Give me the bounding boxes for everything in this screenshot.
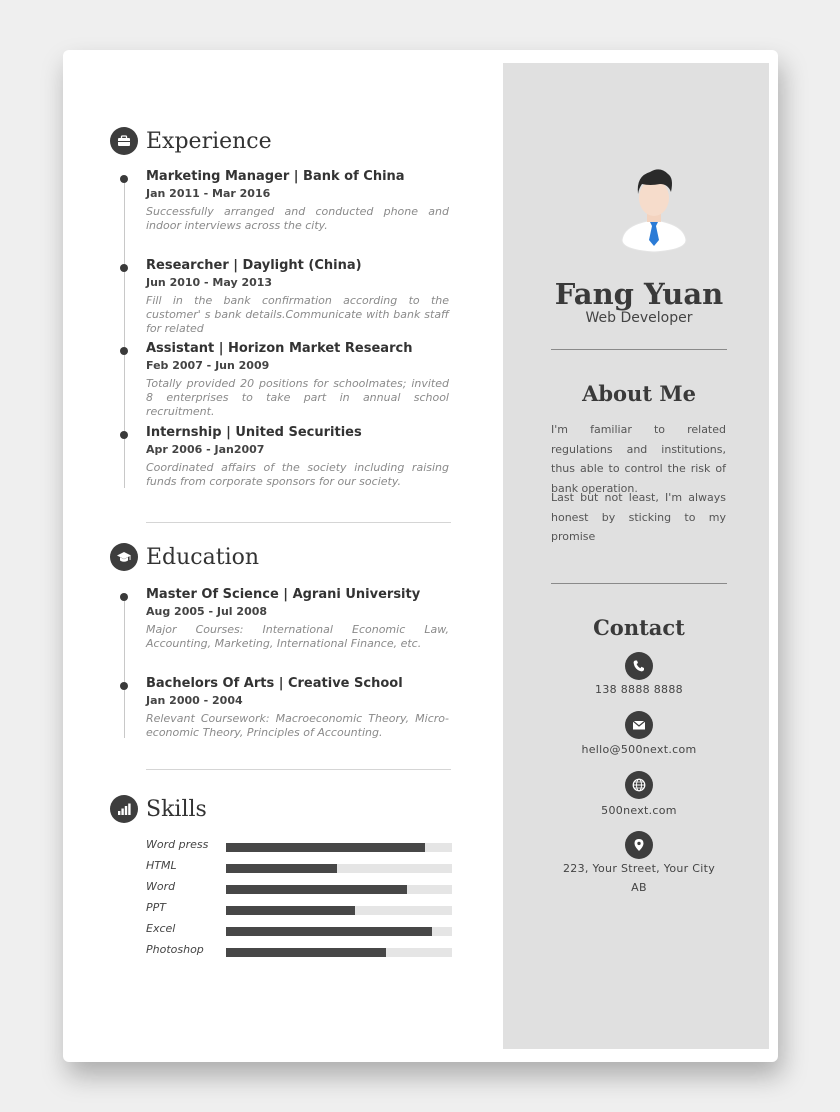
skill-bar-track [226,948,452,957]
skill-bar-fill [226,843,425,852]
contact-email: hello@500next.com [581,743,697,756]
skill-label: Excel [146,922,176,935]
skill-bar-track [226,906,452,915]
briefcase-icon [110,127,138,155]
section-divider [146,522,451,523]
about-heading: About Me [582,381,696,406]
sidebar-divider [551,349,727,350]
education-date: Aug 2005 - Jul 2008 [146,605,268,618]
skill-bar-track [226,843,452,852]
experience-job-title: Researcher | Daylight (China) [146,258,362,273]
globe-icon [625,771,653,799]
experience-job-title: Assistant | Horizon Market Research [146,341,413,356]
skill-bar-track [226,885,452,894]
contact-heading: Contact [593,615,685,640]
experience-description: Coordinated affairs of the society including raising funds from corporate sponsors for our society. [146,461,449,488]
contact-address-line1: 223, Your Street, Your City [562,862,716,875]
experience-description: Totally provided 20 positions for schoolmates; invited 8 enterprises to take part in annual school recruitment. [146,377,449,418]
education-description: Relevant Coursework: Macroeconomic Theory, Micro-economic Theory, Principles of Accounting. [146,712,449,739]
timeline-dot [120,175,128,183]
mail-icon [625,711,653,739]
timeline-dot [120,347,128,355]
timeline-dot [120,431,128,439]
about-paragraph: I'm familiar to related regulations and institutions, thus able to control the risk of bank operation. [551,423,726,495]
section-divider [146,769,451,770]
skill-bar-fill [226,864,337,873]
experience-date: Feb 2007 - Jun 2009 [146,359,270,372]
experience-date: Jan 2011 - Mar 2016 [146,187,271,200]
education-description: Major Courses: International Economic Law, Accounting, Marketing, International Finance, etc. [146,623,449,650]
about-paragraph: Last but not least, I'm always honest by sticking to my promise [551,491,726,543]
skill-label: Word [146,880,176,893]
experience-timeline [124,178,125,488]
skill-bar-track [226,927,452,936]
timeline-dot [120,682,128,690]
education-timeline [124,596,125,738]
skill-bar-fill [226,885,407,894]
profile-role: Web Developer [585,310,693,326]
timeline-dot [120,593,128,601]
education-degree: Master Of Science | Agrani University [146,587,421,602]
education-date: Jan 2000 - 2004 [146,694,243,707]
education-heading: Education [146,545,260,570]
contact-phone: 138 8888 8888 [595,683,683,696]
sidebar-divider [551,583,727,584]
skill-bar-fill [226,927,432,936]
skill-label: PPT [146,901,166,914]
experience-job-title: Marketing Manager | Bank of China [146,169,405,184]
experience-description: Successfully arranged and conducted phone and indoor interviews across the city. [146,205,449,232]
skill-bar-track [226,864,452,873]
phone-icon [625,652,653,680]
skill-label: HTML [146,859,177,872]
education-degree: Bachelors Of Arts | Creative School [146,676,403,691]
contact-website: 500next.com [601,804,677,817]
experience-date: Jun 2010 - May 2013 [146,276,273,289]
experience-date: Apr 2006 - Jan2007 [146,443,265,456]
experience-description: Fill in the bank confirmation according to the customer' s bank details.Communicate with bank staff for related [146,294,449,335]
contact-address-line2: AB [631,881,647,894]
experience-job-title: Internship | United Securities [146,425,362,440]
bar-chart-icon [110,795,138,823]
profile-name: Fang Yuan [554,277,724,311]
location-pin-icon [625,831,653,859]
skill-label: Photoshop [146,943,204,956]
skill-bar-fill [226,948,386,957]
skill-label: Word press [146,838,209,851]
graduation-cap-icon [110,543,138,571]
skills-heading: Skills [146,797,207,822]
timeline-dot [120,264,128,272]
experience-heading: Experience [146,129,272,154]
avatar [616,160,692,256]
skill-bar-fill [226,906,355,915]
